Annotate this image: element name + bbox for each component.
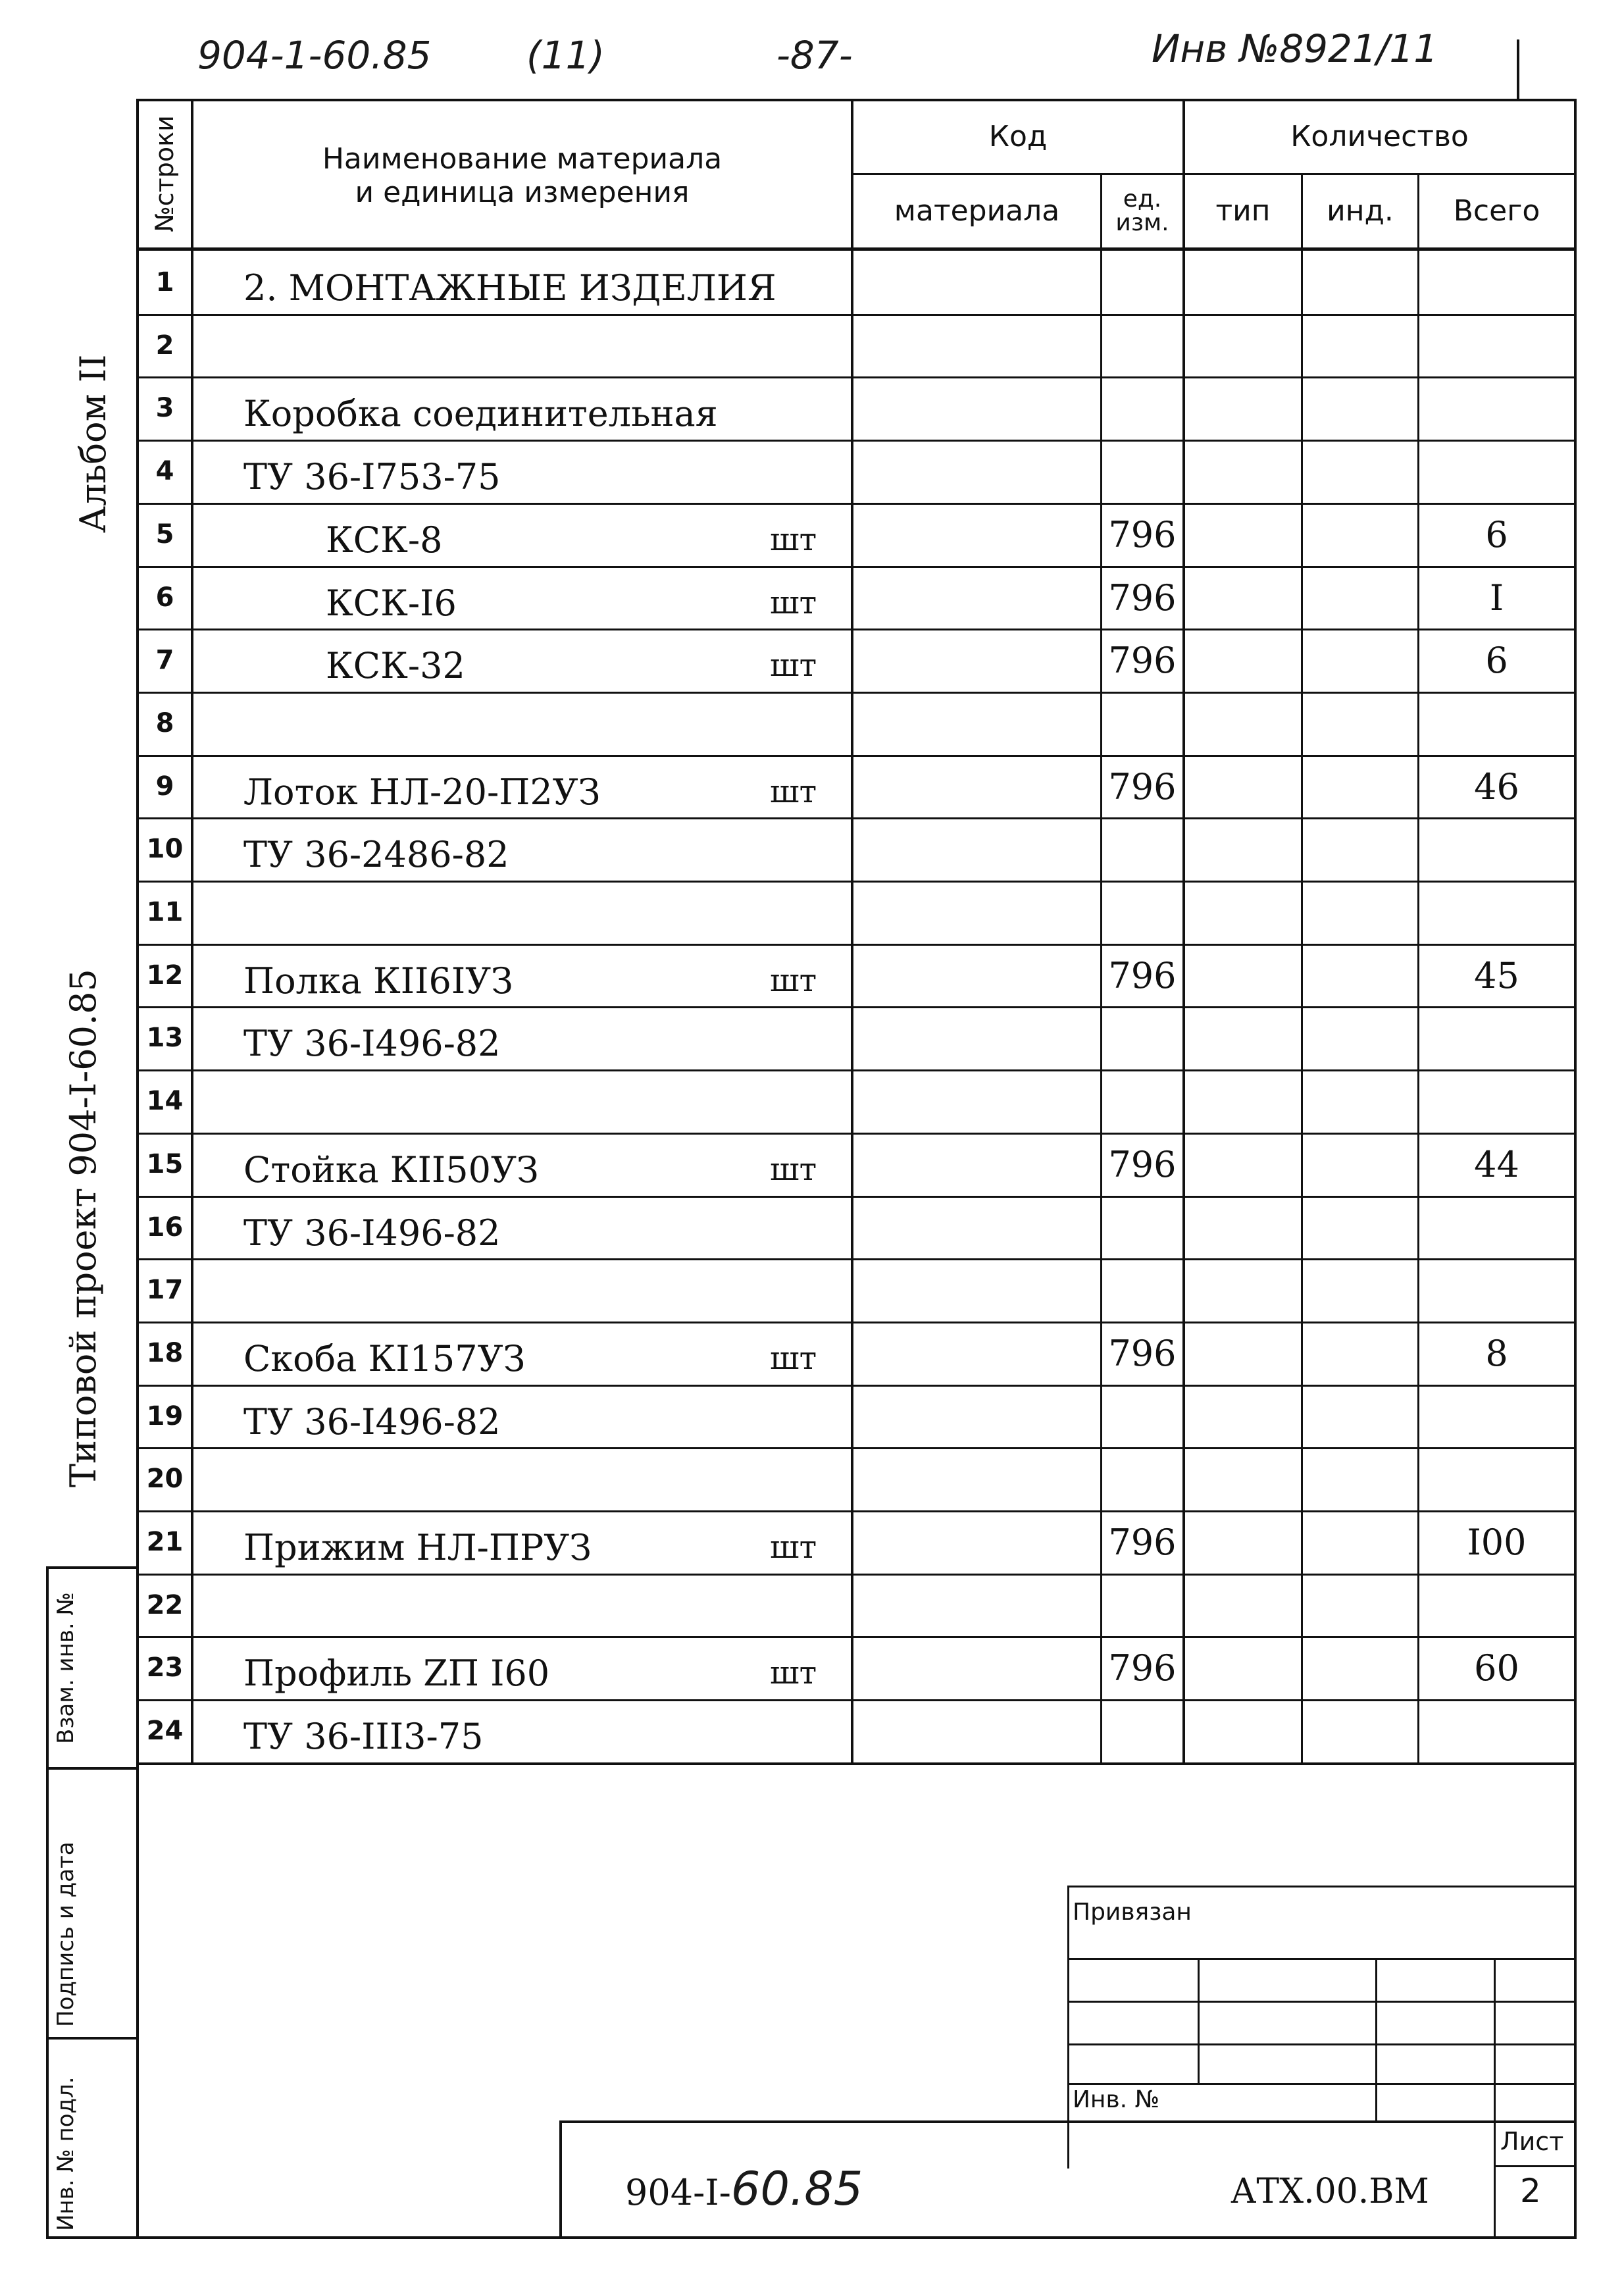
unit-code	[1102, 881, 1182, 944]
row-number: 4	[155, 456, 174, 486]
unit-code	[1102, 440, 1182, 503]
unit-label: шт	[770, 521, 817, 558]
unit-code	[1102, 692, 1182, 755]
row-number: 13	[146, 1023, 184, 1053]
material-name: КСК-32	[326, 644, 465, 686]
material-name: ТУ 36-2486-82	[243, 833, 509, 875]
row-number: 21	[146, 1527, 184, 1557]
row-number: 1	[155, 267, 174, 297]
total-quantity: 6	[1485, 513, 1508, 555]
left-stamp-border	[46, 1566, 49, 2238]
unit-code	[1102, 1196, 1182, 1259]
unit-code	[1102, 1006, 1182, 1069]
material-name: Профиль ZП I60	[243, 1652, 550, 1694]
document-mark: АТХ.00.ВМ	[1231, 2172, 1429, 2211]
unit-code: 796	[1108, 1143, 1177, 1185]
designation-handwritten: 60.85	[730, 2162, 863, 2216]
col-header-code-unit: ед. изм.	[1115, 186, 1169, 236]
row-number: 23	[146, 1653, 184, 1683]
row-separator	[136, 755, 1577, 757]
material-name: КСК-8	[326, 519, 443, 561]
unit-code	[1102, 1385, 1182, 1448]
col-header-qty-ind: инд.	[1327, 193, 1394, 228]
col-header-code-material: материала	[894, 193, 1060, 228]
part-note: (11)	[526, 33, 605, 78]
total-quantity: 6	[1485, 639, 1508, 681]
project-label: Типовой проект 904-I-60.85	[63, 969, 104, 1487]
total-quantity	[1419, 881, 1574, 944]
unit-code	[1102, 376, 1182, 440]
unit-code	[1102, 1258, 1182, 1322]
unit-label: шт	[770, 1151, 817, 1188]
row-number: 19	[146, 1401, 184, 1431]
total-quantity	[1419, 1385, 1574, 1448]
total-quantity	[1419, 440, 1574, 503]
total-quantity	[1419, 1006, 1574, 1069]
col-header-quantity: Количество	[1290, 120, 1469, 154]
row-number: 8	[155, 708, 174, 738]
margin-tick	[1517, 39, 1519, 99]
total-quantity	[1419, 1258, 1574, 1322]
total-quantity	[1419, 1574, 1574, 1637]
row-number: 24	[146, 1716, 184, 1746]
row-number: 5	[155, 519, 174, 550]
total-quantity: 60	[1474, 1647, 1519, 1689]
unit-code: 796	[1108, 1521, 1177, 1563]
row-number: 6	[155, 582, 174, 613]
material-name: Лоток НЛ-20-П2УЗ	[243, 771, 601, 813]
material-name: ТУ 36-III3-75	[243, 1715, 484, 1757]
bound-label: Привязан	[1073, 1899, 1192, 1926]
doc-code-note: 904-1-60.85	[197, 33, 432, 78]
total-quantity	[1419, 692, 1574, 755]
unit-label: шт	[770, 962, 817, 999]
material-name: ТУ 36-I496-82	[243, 1022, 501, 1064]
row-separator	[136, 944, 1577, 946]
total-quantity	[1419, 1196, 1574, 1259]
unit-code: 796	[1108, 577, 1177, 619]
col-header-code: Код	[988, 120, 1048, 154]
material-name: 2. МОНТАЖНЫЕ ИЗДЕЛИЯ	[243, 267, 776, 309]
inventory-note: Инв №8921/11	[1152, 26, 1438, 71]
unit-label: шт	[770, 1340, 817, 1377]
sheet-label: Лист	[1500, 2127, 1564, 2156]
unit-label: шт	[770, 773, 817, 810]
unit-code: 796	[1108, 639, 1177, 681]
total-quantity: I	[1489, 577, 1504, 619]
row-number: 9	[155, 771, 174, 802]
total-quantity: 46	[1474, 765, 1519, 808]
row-separator	[136, 1636, 1577, 1638]
row-separator	[136, 1322, 1577, 1323]
row-separator	[136, 1510, 1577, 1512]
sheet-number: 2	[1520, 2172, 1541, 2210]
material-name: ТУ 36-I496-82	[243, 1212, 501, 1254]
material-name: ТУ 36-I753-75	[243, 455, 501, 498]
row-number: 16	[146, 1212, 184, 1243]
material-name: Полка КII6IУЗ	[243, 960, 513, 1002]
unit-code: 796	[1108, 954, 1177, 996]
material-name: Коробка соединительная	[243, 392, 718, 434]
row-number: 17	[146, 1275, 184, 1305]
total-quantity	[1419, 1699, 1574, 1762]
total-quantity	[1419, 314, 1574, 377]
row-number: 12	[146, 960, 184, 990]
row-number: 15	[146, 1149, 184, 1179]
unit-label: шт	[770, 647, 817, 684]
unit-code: 796	[1108, 1647, 1177, 1689]
row-number: 14	[146, 1086, 184, 1116]
col-header-qty-total: Всего	[1453, 193, 1540, 228]
designation-prefix: 904-I-	[625, 2172, 731, 2213]
unit-code	[1102, 1574, 1182, 1637]
row-number: 20	[146, 1464, 184, 1494]
material-name: Прижим НЛ-ПРУЗ	[243, 1526, 592, 1568]
col-header-name: Наименование материала и единица измерения	[322, 142, 723, 209]
frame-right	[1574, 99, 1577, 2239]
unit-label: шт	[770, 1655, 817, 1691]
unit-code	[1102, 1447, 1182, 1510]
row-separator	[136, 1133, 1577, 1135]
row-separator	[136, 376, 1577, 378]
row-number: 7	[155, 645, 174, 675]
unit-code	[1102, 1069, 1182, 1133]
signature-date-label: Подпись и дата	[53, 1841, 79, 2027]
unit-code: 796	[1108, 1332, 1177, 1374]
unit-code: 796	[1108, 765, 1177, 808]
col-header-row-no: №строки	[150, 115, 179, 232]
album-label: Альбом II	[72, 354, 114, 533]
designation	[625, 2162, 863, 2216]
unit-code	[1102, 314, 1182, 377]
row-number: 22	[146, 1590, 184, 1620]
unit-label: шт	[770, 584, 817, 621]
total-quantity	[1419, 1069, 1574, 1133]
row-number: 10	[146, 834, 184, 864]
unit-code	[1102, 251, 1182, 314]
unit-code	[1102, 1699, 1182, 1762]
col-header-qty-type: тип	[1215, 193, 1271, 228]
vzam-inv-label: Взам. инв. №	[53, 1592, 79, 1744]
total-quantity	[1419, 1447, 1574, 1510]
inv-no-label: Инв. №	[1073, 2086, 1160, 2113]
total-quantity	[1419, 817, 1574, 881]
material-name: Стойка КII50УЗ	[243, 1148, 539, 1191]
material-name: ТУ 36-I496-82	[243, 1400, 501, 1443]
total-quantity: I00	[1467, 1521, 1527, 1563]
total-quantity: 44	[1474, 1143, 1519, 1185]
material-name: КСК-I6	[326, 582, 457, 624]
total-quantity: 8	[1485, 1332, 1508, 1374]
row-number: 18	[146, 1338, 184, 1368]
material-name: Скоба КI157УЗ	[243, 1337, 526, 1379]
row-number: 11	[146, 897, 184, 927]
page-number-note: -87-	[776, 33, 853, 78]
unit-label: шт	[770, 1529, 817, 1566]
unit-code: 796	[1108, 513, 1177, 555]
total-quantity	[1419, 251, 1574, 314]
unit-code	[1102, 817, 1182, 881]
total-quantity: 45	[1474, 954, 1519, 996]
frame-bottom	[136, 2236, 1577, 2239]
inv-podl-label: Инв. № подл.	[53, 2076, 79, 2231]
row-number: 2	[155, 330, 174, 361]
row-number: 3	[155, 393, 174, 423]
total-quantity	[1419, 376, 1574, 440]
